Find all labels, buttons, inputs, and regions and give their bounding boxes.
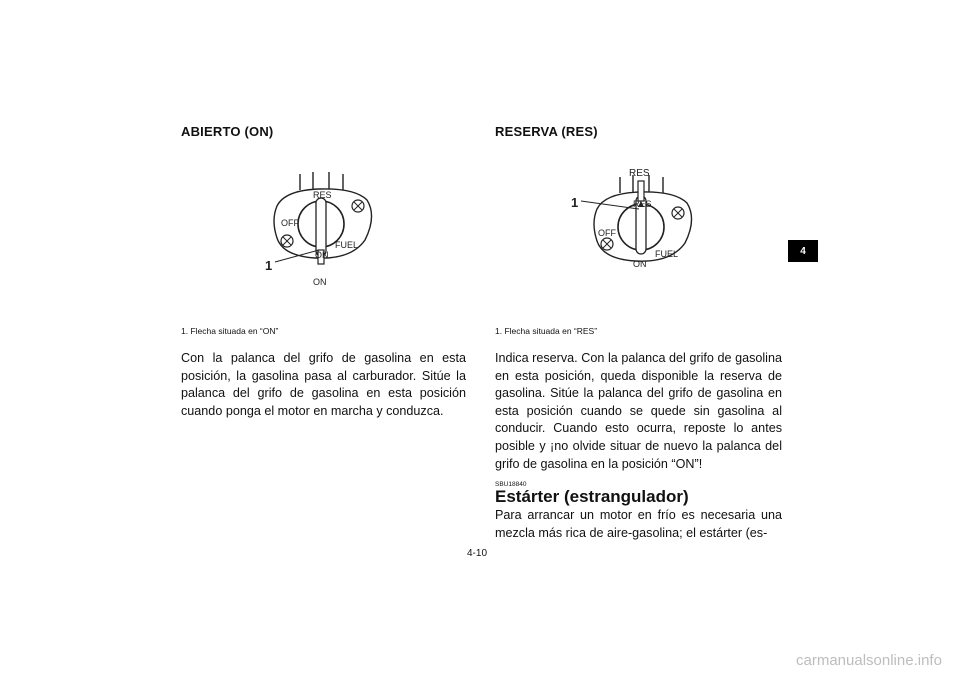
page-number: 4-10 bbox=[467, 548, 488, 559]
label-res: RES bbox=[313, 190, 332, 200]
paragraph-on: Con la palanca del grifo de gasolina en esta posición, la gasolina pasa al carburador. Sitúe la palanca del grifo de gasolina en esta posición cuando ponga el motor en marcha y conduzca. bbox=[181, 351, 466, 418]
label-on-inner: ON bbox=[315, 250, 329, 260]
paragraph-res: Indica reserva. Con la palanca del grifo de gasolina en esta posición, queda disponible la reserva de gasolina. Sitúe la palanca del grifo de gasolina en esta posición cuando se quede sin gasolina al conducir. Cuando esto ocurra, reposte lo antes posible y ¡no olvide situar de nuevo la palanca del grifo de gasolina en la posición “ON”! bbox=[495, 351, 782, 471]
label-res-inner: RES bbox=[633, 199, 652, 209]
section-title: Estárter (estrangulador) bbox=[495, 487, 689, 506]
section-paragraph: Para arrancar un motor en frío es necesaria una mezcla más rica de aire-gasolina; el estárter (es- bbox=[495, 508, 782, 540]
label-res-outer: RES bbox=[629, 168, 650, 179]
caption-on: 1. Flecha situada en “ON” bbox=[181, 326, 279, 336]
heading-on: ABIERTO (ON) bbox=[181, 124, 274, 139]
section-code: SBU18840 bbox=[495, 481, 527, 488]
caption-res: 1. Flecha situada en “RES” bbox=[495, 326, 598, 336]
label-fuel: FUEL bbox=[655, 249, 679, 259]
label-fuel: FUEL bbox=[335, 240, 359, 250]
label-on: ON bbox=[633, 259, 647, 269]
callout-number: 1 bbox=[265, 258, 273, 273]
label-off: OFF bbox=[598, 228, 616, 238]
fuel-cock-on-diagram bbox=[255, 168, 385, 293]
watermark: carmanualsonline.info bbox=[796, 652, 942, 669]
heading-res: RESERVA (RES) bbox=[495, 124, 598, 139]
label-off: OFF bbox=[281, 218, 299, 228]
label-on-outer: ON bbox=[313, 277, 327, 287]
fuel-cock-res-diagram bbox=[565, 163, 700, 275]
callout-number: 1 bbox=[571, 195, 579, 210]
chapter-tab: 4 bbox=[788, 240, 818, 262]
